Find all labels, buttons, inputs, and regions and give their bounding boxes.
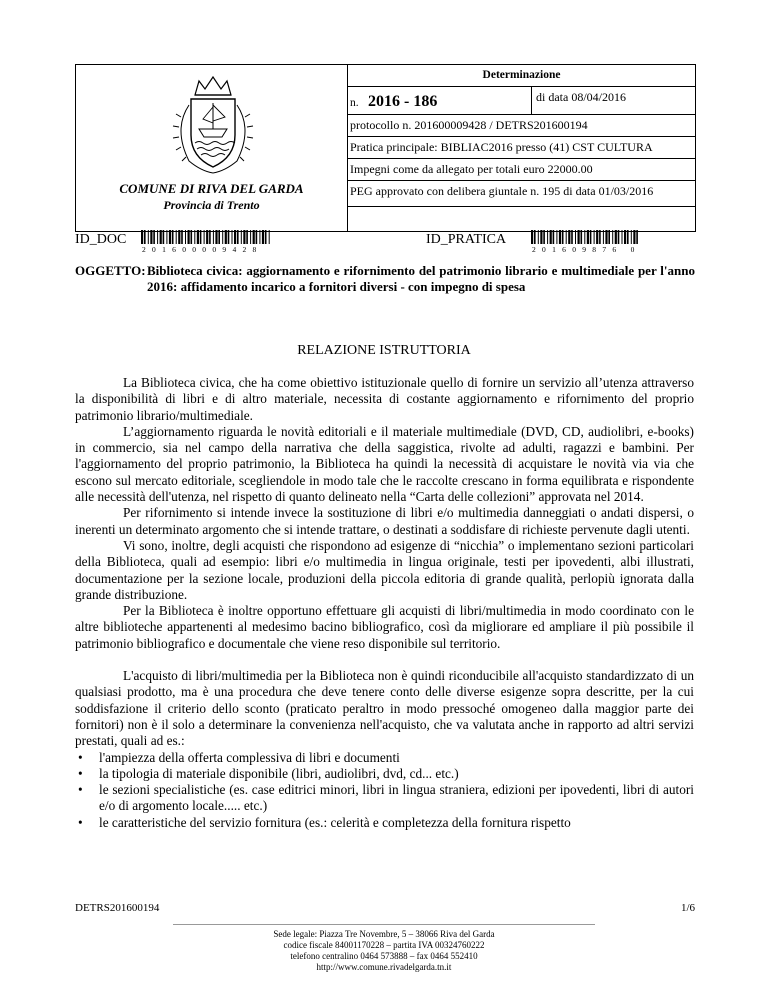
barcode-bar bbox=[176, 230, 177, 244]
determinazione-panel bbox=[348, 65, 695, 231]
barcode-bar bbox=[185, 230, 186, 244]
barcode-bar bbox=[547, 230, 548, 244]
footer-address-line: Sede legale: Piazza Tre Novembre, 5 – 38066 Riva del Garda bbox=[273, 929, 495, 939]
impegni-row: Impegni come da allegato per totali euro 22000.00 bbox=[348, 159, 695, 181]
page-number: 1/6 bbox=[680, 902, 695, 914]
document-header-box bbox=[75, 64, 696, 232]
barcode-bar bbox=[575, 230, 576, 244]
barcode-bar bbox=[624, 230, 626, 244]
barcode-bar bbox=[172, 230, 174, 244]
paragraph: L'acquisto di libri/multimedia per la Biblioteca non è quindi riconducibile all'acquisto standardizzato di un qualsiasi prodotto, ma è una procedura che deve tenere conto delle diverse esigenze sopra descritte, per la cui soddisfazione il criterio dello sconto (praticato peraltro in modo pressoché omogeneo dalla maggior parte dei fornitori) non è il solo a determinare la convenienza nell'acquisto, che va valutata anche in rapporto ad altri servizi prestati, quali ad es.: bbox=[75, 668, 694, 749]
barcode-bar bbox=[540, 230, 542, 244]
barcode-bar bbox=[587, 230, 589, 244]
barcode-bar bbox=[636, 230, 638, 244]
list-item-text: l'ampiezza della offerta complessiva di libri e documenti bbox=[99, 749, 400, 765]
protocol-row: protocollo n. 201600009428 / DETRS201600194 bbox=[348, 115, 695, 137]
barcode-bar bbox=[225, 230, 227, 244]
barcode-bar bbox=[191, 230, 193, 244]
id-doc-label: ID_DOC bbox=[75, 232, 127, 247]
barcode-bar bbox=[148, 230, 149, 244]
barcode-bar bbox=[163, 230, 165, 244]
barcode-bar bbox=[531, 230, 533, 244]
barcode-bar bbox=[581, 230, 583, 244]
pratica-row: Pratica principale: BIBLIAC2016 presso (41) CST CULTURA bbox=[348, 137, 695, 159]
barcode-bar bbox=[538, 230, 539, 244]
bullet-icon: • bbox=[78, 749, 83, 765]
barcode-bar bbox=[543, 230, 545, 244]
empty-row bbox=[348, 207, 695, 231]
barcode-bar bbox=[612, 230, 613, 244]
barcode-bar bbox=[232, 230, 233, 244]
barcode-bar bbox=[204, 230, 205, 244]
list-item bbox=[75, 750, 694, 766]
oggetto-label: OGGETTO: bbox=[75, 263, 146, 278]
barcode-bar bbox=[218, 230, 220, 244]
id-pratica-label: ID_PRATICA bbox=[426, 232, 507, 247]
barcode-bar bbox=[599, 230, 601, 244]
barcode-bar bbox=[584, 230, 585, 244]
barcode-bar bbox=[246, 230, 248, 244]
barcode-bar bbox=[188, 230, 190, 244]
barcode-bar bbox=[197, 230, 199, 244]
barcode-bar bbox=[578, 230, 580, 244]
barcode-bar bbox=[237, 230, 239, 244]
barcode-bar bbox=[153, 230, 155, 244]
barcode-bar bbox=[215, 230, 217, 244]
peg-row: PEG approvato con delibera giuntale n. 195 di data 01/03/2016 bbox=[348, 181, 695, 207]
paragraph: L’aggiornamento riguarda le novità editoriali e il materiale multimediale (DVD, CD, audiolibri, e-books) in commercio, sia nel campo della narrativa che della saggistica, rivolte ad adulti, ragazzi e bambini. Per l'aggiornamento del proprio patrimonio, la Biblioteca ha quindi la necessità di acquistare le novità via via che escono sul mercato editoriale, scegliendole in modo tale che le raccolte crescano in forma equilibrata e rispondente alle necessità dell'utenza, nel rispetto di quanto delineato nella “Carta delle collezioni” approvata nel 2014. bbox=[75, 423, 694, 505]
barcode-bar bbox=[194, 230, 195, 244]
id-pratica-barcode bbox=[531, 230, 639, 246]
barcode-bar bbox=[633, 230, 635, 244]
provincia-name: Provincia di Trento bbox=[163, 198, 260, 212]
barcode-bar bbox=[243, 230, 245, 244]
footer-doc-code: DETRS201600194 bbox=[75, 902, 160, 914]
barcode-bar bbox=[150, 230, 152, 244]
barcode-bar bbox=[603, 230, 604, 244]
list-item bbox=[75, 766, 694, 782]
barcode-bar bbox=[213, 230, 214, 244]
list-item bbox=[75, 782, 694, 815]
list-item-text: la tipologia di materiale disponibile (libri, audiolibri, dvd, cd... etc.) bbox=[99, 765, 459, 781]
list-item-text: le sezioni specialistiche (es. case editrici minori, libri in lingua straniera, edizioni per ipovedenti, libri di autori e/o di argomento locale..... etc.) bbox=[99, 782, 694, 814]
list-item-text: le caratteristiche del servizio fornitura (es.: celerità e completezza della fornitura rispetto bbox=[99, 814, 571, 830]
barcode-bar bbox=[566, 230, 567, 244]
barcode-bar bbox=[590, 230, 592, 244]
barcode-bar bbox=[615, 230, 617, 244]
barcode-bar bbox=[568, 230, 570, 244]
paragraph: Per la Biblioteca è inoltre opportuno effettuare gli acquisti di libri/multimedia in modo coordinato con le altre biblioteche appartenenti al medesimo bacino bibliografico, così da migliorare ed ampliare il più possibile il patrimonio bibliografico e documentale che viene reso disponibile sul territorio. bbox=[75, 603, 694, 651]
barcode-bar bbox=[559, 230, 561, 244]
footer-address-line: codice fiscale 84001170228 – partita IVA 00324760222 bbox=[283, 940, 485, 950]
paragraph: Per rifornimento si intende invece la sostituzione di libri e/o multimedia danneggiati o andati dispersi, o inerenti un determinato argomento che si intende trattare, o destinati a soddisfare di richieste pervenute dagli utenti. bbox=[75, 505, 694, 537]
number-prefix: n. bbox=[350, 97, 359, 109]
barcode-bar bbox=[562, 230, 564, 244]
barcode-bar bbox=[169, 230, 171, 244]
barcode-bar bbox=[144, 230, 146, 244]
barcode-bar bbox=[556, 230, 557, 244]
id-pratica-digits: 201609876 0 bbox=[532, 245, 641, 254]
bullet-icon: • bbox=[78, 814, 83, 830]
city-crest-logo bbox=[167, 73, 259, 182]
barcode-bar bbox=[594, 230, 595, 244]
barcode-bar bbox=[250, 230, 251, 244]
barcode-bar bbox=[259, 230, 260, 244]
barcode-bar bbox=[200, 230, 202, 244]
relazione-body bbox=[75, 375, 694, 831]
determinazione-title: Determinazione bbox=[348, 65, 695, 87]
footer-address-line: telefono centralino 0464 573888 – fax 0464 552410 bbox=[290, 951, 478, 961]
barcode-bar bbox=[265, 230, 267, 244]
footer-website: http://www.comune.rivadelgarda.tn.it bbox=[316, 962, 452, 972]
id-doc-digits: 201600009428 bbox=[142, 245, 263, 254]
barcode-bar bbox=[605, 230, 607, 244]
barcode-bar bbox=[141, 230, 143, 244]
barcode-bar bbox=[228, 230, 230, 244]
id-doc-barcode bbox=[141, 230, 271, 246]
paragraph: La Biblioteca civica, che ha come obiettivo istituzionale quello di fornire un servizio all’utenza attraverso la disponibilità di libri e di altro materiale, necessita di costante aggiornamento e rifornimento del proprio patrimonio librario/multimediale. bbox=[75, 375, 694, 423]
barcode-bar bbox=[234, 230, 236, 244]
barcode-bar bbox=[631, 230, 632, 244]
barcode-bar bbox=[618, 230, 620, 244]
number-cell bbox=[348, 87, 532, 114]
barcode-bar bbox=[622, 230, 623, 244]
list-item bbox=[75, 815, 694, 831]
barcode-bar bbox=[553, 230, 555, 244]
determinazione-number: 2016 - 186 bbox=[368, 93, 438, 110]
barcode-bar bbox=[166, 230, 167, 244]
barcode-bar bbox=[534, 230, 536, 244]
footer-divider bbox=[173, 924, 595, 925]
barcode-bar bbox=[209, 230, 211, 244]
barcode-bar bbox=[241, 230, 242, 244]
barcode-bar bbox=[178, 230, 180, 244]
bullet-icon: • bbox=[78, 782, 83, 798]
footer-address bbox=[0, 929, 768, 973]
barcode-bar bbox=[596, 230, 598, 244]
comune-name: COMUNE DI RIVA DEL GARDA bbox=[119, 181, 304, 196]
barcode-bar bbox=[253, 230, 255, 244]
barcode-bar bbox=[157, 230, 158, 244]
barcode-bar bbox=[571, 230, 573, 244]
bullet-icon: • bbox=[78, 765, 83, 781]
relazione-title: RELAZIONE ISTRUTTORIA bbox=[297, 343, 471, 358]
barcode-bar bbox=[256, 230, 258, 244]
barcode-bar bbox=[160, 230, 162, 244]
barcode-bar bbox=[206, 230, 208, 244]
barcode-bar bbox=[181, 230, 183, 244]
oggetto-text: Biblioteca civica: aggiornamento e rifornimento del patrimonio librario e multimediale per l'anno 2016: affidamento incarico a fornitori diversi - con impegno di spesa bbox=[147, 263, 695, 294]
barcode-bar bbox=[262, 230, 264, 244]
paragraph: Vi sono, inoltre, degli acquisti che rispondono ad esigenze di “nicchia” o implementano sezioni particolari della Biblioteca, quali ad esempio: libri e/o multimedia in lingua originale, testi per ipovedenti, albi illustrati, documentazione per la sezione locale, produzioni della piccola editoria di grande qualità, perlopiù ignorata dalla grande distribuzione. bbox=[75, 537, 694, 602]
bullet-list bbox=[75, 750, 694, 831]
barcode-bar bbox=[222, 230, 223, 244]
number-date-row bbox=[348, 87, 695, 115]
determinazione-date: di data 08/04/2016 bbox=[536, 90, 626, 104]
barcode-bar bbox=[627, 230, 629, 244]
barcode-bar bbox=[269, 230, 270, 244]
barcode-bar bbox=[608, 230, 610, 244]
barcode-bar bbox=[550, 230, 552, 244]
